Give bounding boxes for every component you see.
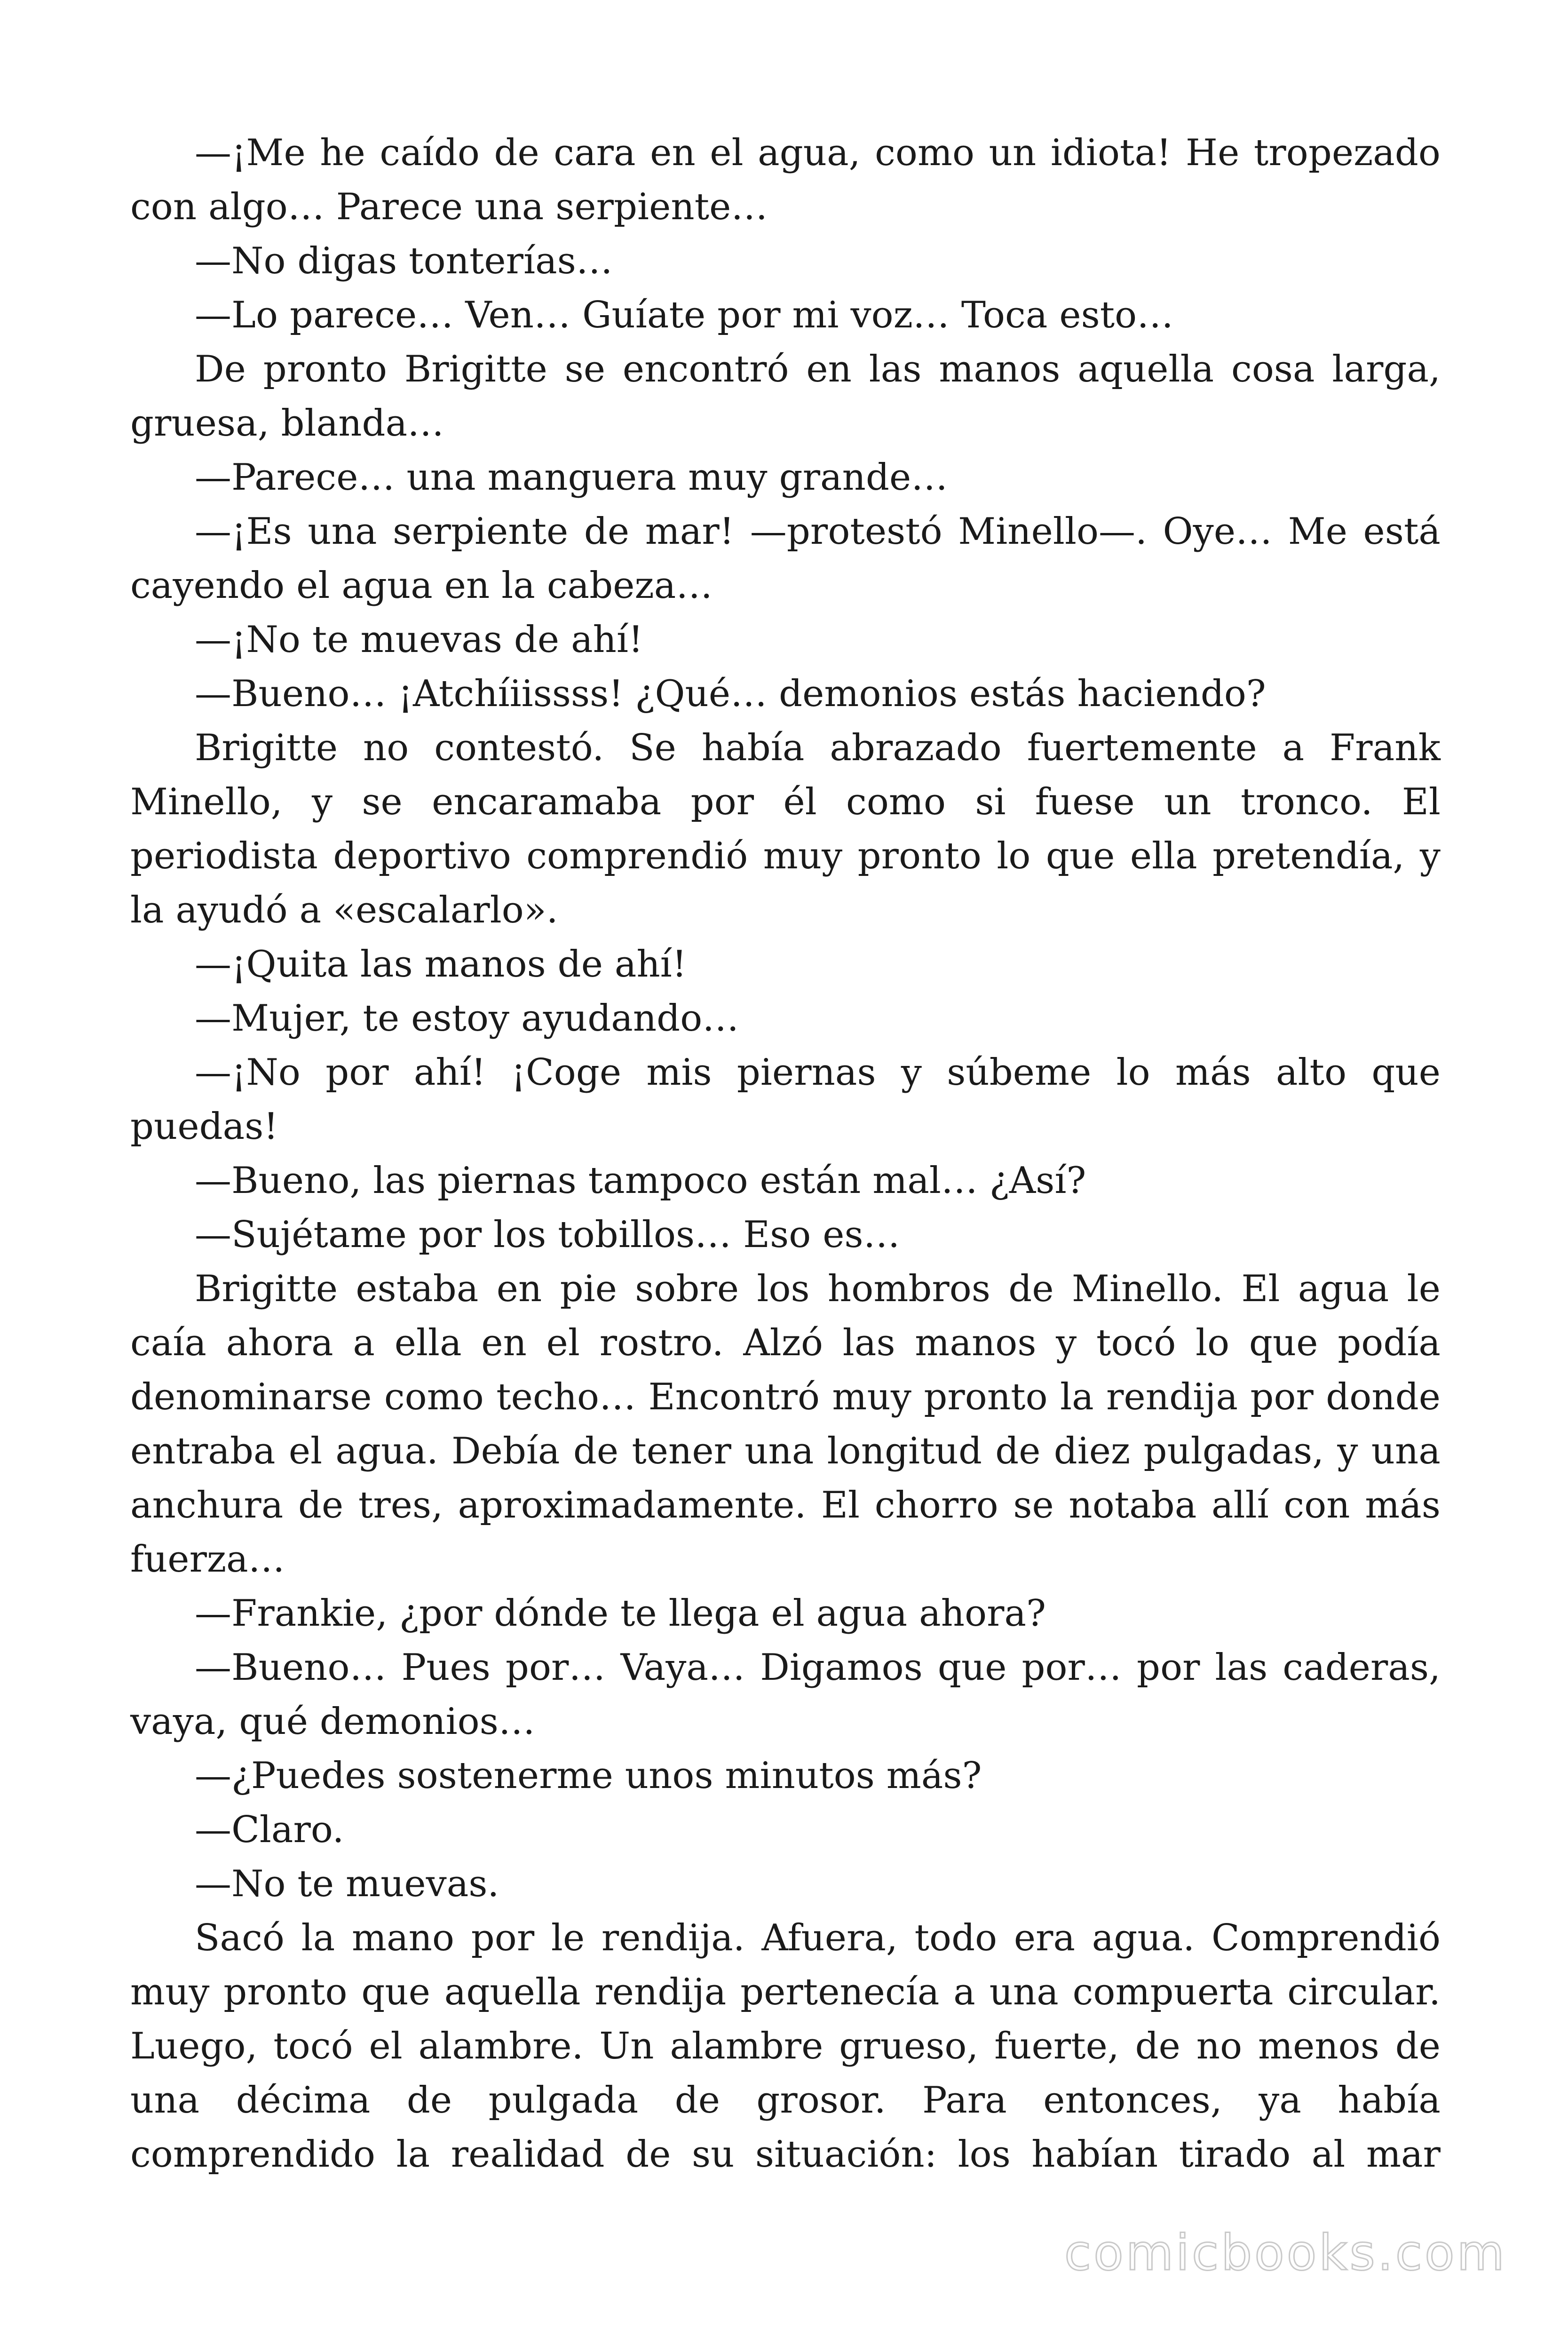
paragraph-14: —Sujétame por los tobillos… Eso es… (195, 1214, 900, 1256)
paragraph-9: Brigitte no contestó. Se había abrazado fuertemente a Frank Minello, y se encaramaba por él como si fuese un tronco. El periodista deportivo comprendió muy pronto lo que ella pretendía, y la ayudó a «escalarlo». (130, 727, 1441, 931)
book-page-text (130, 126, 1441, 2182)
paragraph-2: —No digas tonterías… (195, 240, 613, 282)
paragraph-21: Sacó la mano por le rendija. Afuera, todo era agua. Comprendió muy pronto que aquella rendija pertenecía a una compuerta circular. Luego, tocó el alambre. Un alambre grueso, fuerte, de no menos de una décima de pulgada de grosor. Para entonces, ya había comprendido la realidad de su situación: los habían tirado al mar (130, 1917, 1441, 2176)
paragraph-4: De pronto Brigitte se encontró en las manos aquella cosa larga, gruesa, blanda… (130, 348, 1441, 445)
paragraph-10: —¡Quita las manos de ahí! (195, 943, 687, 985)
paragraph-19: —Claro. (195, 1809, 344, 1851)
paragraph-5: —Parece… una manguera muy grande… (195, 456, 948, 499)
paragraph-12: —¡No por ahí! ¡Coge mis piernas y súbeme lo más alto que puedas! (130, 1051, 1441, 1148)
paragraph-13: —Bueno, las piernas tampoco están mal… ¿Así? (195, 1160, 1086, 1202)
paragraph-6: —¡Es una serpiente de mar! —protestó Minello—. Oye… Me está cayendo el agua en la cabeza… (130, 510, 1441, 607)
paragraph-3: —Lo parece… Ven… Guíate por mi voz… Toca esto… (195, 294, 1174, 336)
paragraph-18: —¿Puedes sostenerme unos minutos más? (195, 1755, 982, 1797)
paragraph-16: —Frankie, ¿por dónde te llega el agua ahora? (195, 1592, 1046, 1635)
paragraph-1: —¡Me he caído de cara en el agua, como un idiota! He tropezado con algo… Parece una serpiente… (130, 132, 1441, 228)
watermark-logo: comicbooks.com (1064, 2224, 1507, 2281)
paragraph-11: —Mujer, te estoy ayudando… (195, 997, 739, 1040)
paragraph-15: Brigitte estaba en pie sobre los hombros de Minello. El agua le caía ahora a ella en el rostro. Alzó las manos y tocó lo que podía denominarse como techo… Encontró muy pronto la rendija por donde entraba el agua. Debía de tener una longitud de diez pulgadas, y una anchura de tres, aproximadamente. El chorro se notaba allí con más fuerza… (130, 1268, 1441, 1581)
paragraph-7: —¡No te muevas de ahí! (195, 619, 643, 661)
paragraph-17: —Bueno… Pues por… Vaya… Digamos que por… por las caderas, vaya, qué demonios… (130, 1646, 1441, 1743)
paragraph-8: —Bueno… ¡Atchíiissss! ¿Qué… demonios estás haciendo? (195, 673, 1266, 715)
paragraph-20: —No te muevas. (195, 1863, 499, 1905)
